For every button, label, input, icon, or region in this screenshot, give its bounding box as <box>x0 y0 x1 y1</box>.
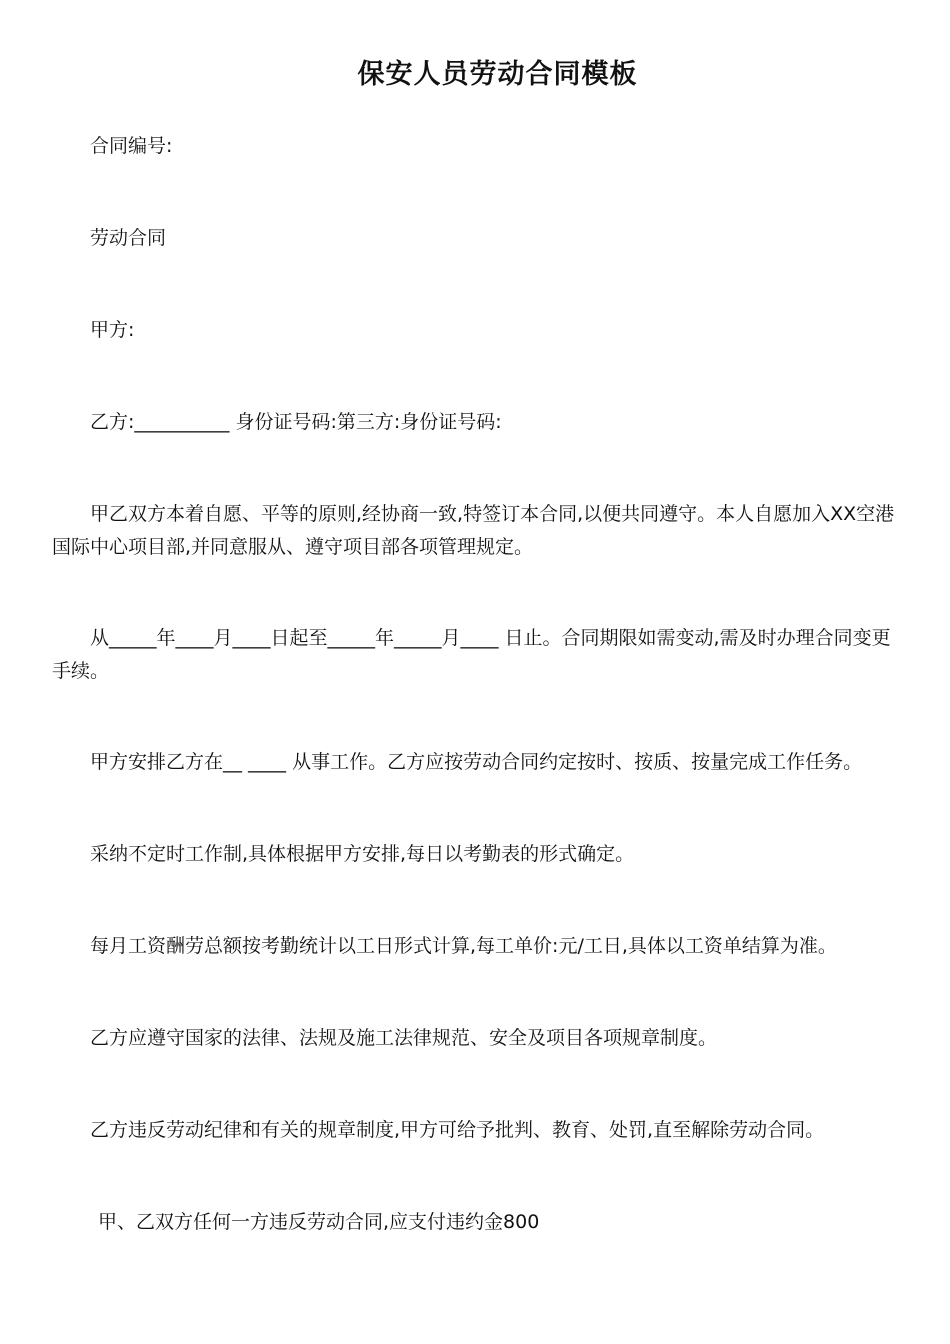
party-b-line: 乙方:__________ 身份证号码:第三方:身份证号码: <box>90 411 502 433</box>
contract-term-paragraph: 从_____年____月____日起至_____年_____月____ 日止。合同期限如需变动,需及时办理合同变更手续。 <box>52 627 891 682</box>
work-assignment-paragraph: 甲方安排乙方在__ ____ 从事工作。乙方应按劳动合同约定按时、按质、按量完成工作任务。 <box>90 751 863 773</box>
compliance-paragraph: 乙方应遵守国家的法律、法规及施工法律规范、安全及项目各项规章制度。 <box>90 1027 718 1049</box>
work-hours-paragraph: 采纳不定时工作制,具体根据甲方安排,每日以考勤表的形式确定。 <box>90 843 635 865</box>
wage-paragraph: 每月工资酬劳总额按考勤统计以工日形式计算,每工单价:元/工日,具体以工资单结算为准。 <box>90 935 837 957</box>
contract-number-line: 合同编号: <box>90 135 173 157</box>
intro-paragraph: 甲乙双方本着自愿、平等的原则,经协商一致,特签订本合同,以便共同遵守。本人自愿加入XX空港国际中心项目部,并同意服从、遵守项目部各项管理规定。 <box>52 503 895 558</box>
labor-contract-heading: 劳动合同 <box>90 227 167 249</box>
party-a-line: 甲方: <box>90 319 135 341</box>
violation-paragraph: 乙方违反劳动纪律和有关的规章制度,甲方可给予批判、教育、处罚,直至解除劳动合同。 <box>90 1119 825 1141</box>
penalty-paragraph: 甲、乙双方任何一方违反劳动合同,应支付违约金800 <box>98 1211 540 1233</box>
document-title: 保安人员劳动合同模板 <box>357 59 638 90</box>
